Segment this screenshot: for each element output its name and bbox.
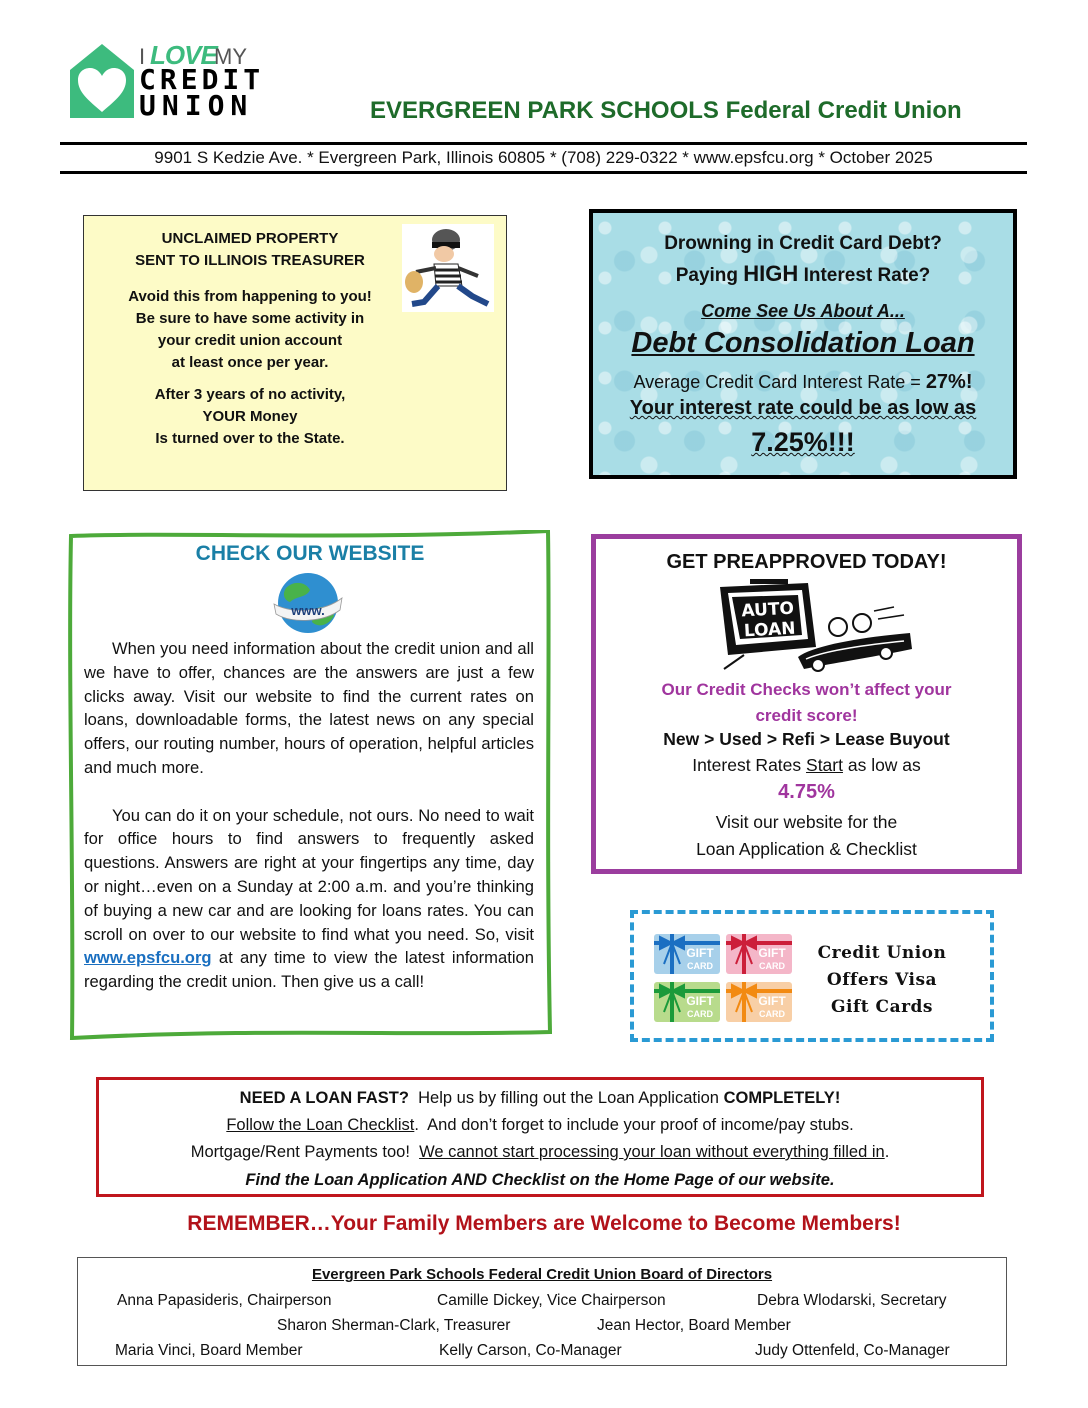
board-member: Judy Ottenfeld, Co-Manager: [755, 1342, 950, 1359]
average-rate-label: Average Credit Card Interest Rate =: [633, 372, 926, 392]
logo-word-my: MY: [214, 44, 247, 69]
globe-www-icon: [272, 570, 344, 636]
unclaimed-body-line1: Avoid this from happening to you!: [128, 288, 372, 305]
board-member: Kelly Carson, Co-Manager: [439, 1342, 622, 1359]
low-rate-value: 7.25%!!!: [751, 427, 855, 457]
website-link[interactable]: www.epsfcu.org: [84, 948, 212, 968]
unclaimed-warn-line3: Is turned over to the State.: [155, 430, 345, 447]
need-loan-fast: NEED A LOAN FAST?: [239, 1089, 409, 1107]
gift-card-label: GIFT: [758, 994, 786, 1008]
unclaimed-warn-line1: After 3 years of no activity,: [154, 386, 346, 403]
gift-text-line2: Offers Visa: [826, 970, 938, 990]
website-paragraph-2-post: at any time to view the latest information regarding the credit union. Then give us a call!: [84, 948, 534, 992]
globe-www-label: www.: [291, 603, 325, 618]
unclaimed-warn-line2: YOUR Money: [202, 408, 298, 425]
loan-fast-line1-mid: Help us by filling out the Loan Application: [408, 1089, 724, 1107]
loan-fast-box: [96, 1077, 984, 1197]
gift-cards-icon: [654, 934, 794, 1024]
rates-start-line: [596, 755, 1017, 776]
loan-fast-line1: [99, 1089, 981, 1108]
visit-website-note: [596, 809, 1017, 863]
check-website-box: [68, 530, 552, 1040]
visit-line1: Visit our website for the: [715, 812, 898, 832]
website-paragraph-2-pre: You can do it on your schedule, not ours. No need to wait for office hours to find answers to frequently asked questions. Answers are right at your fingertips any time, day or night…even on a Sunday at 2:00 a.m. and you’re thinking of buying a new car and are looking for loans rates. You can scroll on over to our website to find what you need. So, visit: [84, 805, 534, 944]
come-see-us: Come See Us About A...: [701, 301, 905, 321]
credit-checks-line2: credit score!: [755, 706, 858, 725]
gift-card-sublabel: CARD: [759, 961, 785, 971]
board-member: Maria Vinci, Board Member: [115, 1342, 303, 1359]
unclaimed-title-line2: SENT TO ILLINOIS TREASURER: [135, 252, 365, 269]
gift-card-sublabel: CARD: [687, 1009, 713, 1019]
debt-q2-post: Interest Rate?: [798, 265, 931, 286]
website-paragraph-1: When you need information about the credit union and all we have to offer, chances are the answers are just a few clicks away. Visit our website to find the current rates on loans, downloadable forms, the latest news on any special offers, our routing number, hours of operation, helpful articles and much more.: [84, 639, 534, 777]
debt-consolidation-box: [589, 209, 1017, 479]
gift-cards-box: [630, 910, 994, 1042]
board-title: Evergreen Park Schools Federal Credit Union Board of Directors: [311, 1266, 773, 1283]
loan-fast-line2: [99, 1116, 981, 1135]
board-member: Jean Hector, Board Member: [597, 1317, 791, 1334]
org-title: EVERGREEN PARK SCHOOLS Federal Credit Union: [370, 97, 962, 124]
average-rate-line: [593, 371, 1013, 394]
sign-text-auto: AUTO: [741, 598, 795, 622]
debt-q2-pre: Paying: [675, 265, 744, 286]
logo-word-i: I: [139, 44, 147, 69]
debt-question-1: Drowning in Credit Card Debt?: [664, 233, 942, 254]
website-paragraph-2: [84, 804, 534, 994]
sign-text-loan: LOAN: [743, 618, 797, 642]
unclaimed-title-line1: UNCLAIMED PROPERTY: [161, 230, 339, 247]
average-rate-value: 27%!: [925, 371, 973, 393]
gift-card-sublabel: CARD: [759, 1009, 785, 1019]
board-member: Sharon Sherman-Clark, Treasurer: [277, 1317, 511, 1334]
auto-loan-title: GET PREAPPROVED TODAY!: [666, 551, 947, 573]
website-title: CHECK OUR WEBSITE: [195, 542, 425, 565]
unclaimed-body-line4: at least once per year.: [171, 354, 329, 371]
thief-icon: [402, 224, 494, 312]
credit-checks-line1: Our Credit Checks won’t affect your: [661, 680, 952, 699]
loan-types: New > Used > Refi > Lease Buyout: [663, 729, 950, 749]
loan-fast-line2-rest: . And don’t forget to include your proof of income/pay stubs.: [414, 1116, 854, 1134]
debt-question-2: [593, 261, 1013, 287]
auto-rate-value: 4.75%: [778, 781, 835, 803]
debt-q2-high: HIGH: [743, 261, 799, 286]
website-body: [84, 637, 534, 994]
gift-card-sublabel: CARD: [687, 961, 713, 971]
auto-loan-box: [591, 534, 1022, 874]
debt-loan-title: Debt Consolidation Loan: [631, 327, 975, 359]
board-member: Camille Dickey, Vice Chairperson: [437, 1292, 666, 1309]
gift-card-icon: [726, 934, 792, 974]
remember-banner: REMEMBER…Your Family Members are Welcome to Become Members!: [187, 1212, 901, 1235]
address-bar: 9901 S Kedzie Ave. * Evergreen Park, Illinois 60805 * (708) 229-0322 * www.epsfcu.org * October 2025: [60, 142, 1027, 174]
rates-pre: Interest Rates: [692, 755, 807, 775]
gift-card-label: GIFT: [686, 946, 714, 960]
gift-cards-text: [802, 940, 962, 1021]
logo-word-union: UNION: [139, 89, 254, 122]
auto-loan-sign-car-icon: [714, 577, 914, 673]
unclaimed-body-line2: Be sure to have some activity in: [135, 310, 365, 327]
credit-checks-note: [596, 677, 1017, 729]
gift-card-label: GIFT: [758, 946, 786, 960]
your-rate-line: Your interest rate could be as low as: [629, 397, 977, 419]
logo-word-love: LOVE: [150, 40, 217, 70]
gift-text-line3: Gift Cards: [830, 997, 934, 1017]
gift-card-label: GIFT: [686, 994, 714, 1008]
loan-fast-line3-pre: Mortgage/Rent Payments too!: [190, 1143, 420, 1161]
loan-fast-line4: Find the Loan Application AND Checklist on the Home Page of our website.: [245, 1171, 835, 1189]
gift-card-icon: [654, 982, 720, 1022]
gift-card-icon: [654, 934, 720, 974]
gift-card-icon: [726, 982, 792, 1022]
rates-start: Start: [806, 755, 843, 775]
unclaimed-body-line3: your credit union account: [157, 332, 343, 349]
logo-word-credit: CREDIT: [139, 63, 265, 96]
unclaimed-property-box: [83, 215, 507, 491]
loan-fast-line3-end: .: [884, 1143, 890, 1161]
board-of-directors-box: [77, 1257, 1007, 1366]
completely: COMPLETELY!: [723, 1089, 841, 1107]
board-member: Debra Wlodarski, Secretary: [757, 1292, 947, 1309]
i-love-my-credit-union-logo: [68, 42, 268, 122]
rates-post: as low as: [842, 755, 921, 775]
house-heart-icon: [68, 42, 136, 120]
gift-text-line1: Credit Union: [817, 943, 947, 963]
visit-line2: Loan Application & Checklist: [696, 839, 917, 859]
follow-checklist: Follow the Loan Checklist: [226, 1116, 415, 1134]
board-member: Anna Papasideris, Chairperson: [117, 1292, 332, 1309]
cannot-start-processing: We cannot start processing your loan without everything filled in: [419, 1143, 885, 1161]
loan-fast-line3: [99, 1143, 981, 1162]
